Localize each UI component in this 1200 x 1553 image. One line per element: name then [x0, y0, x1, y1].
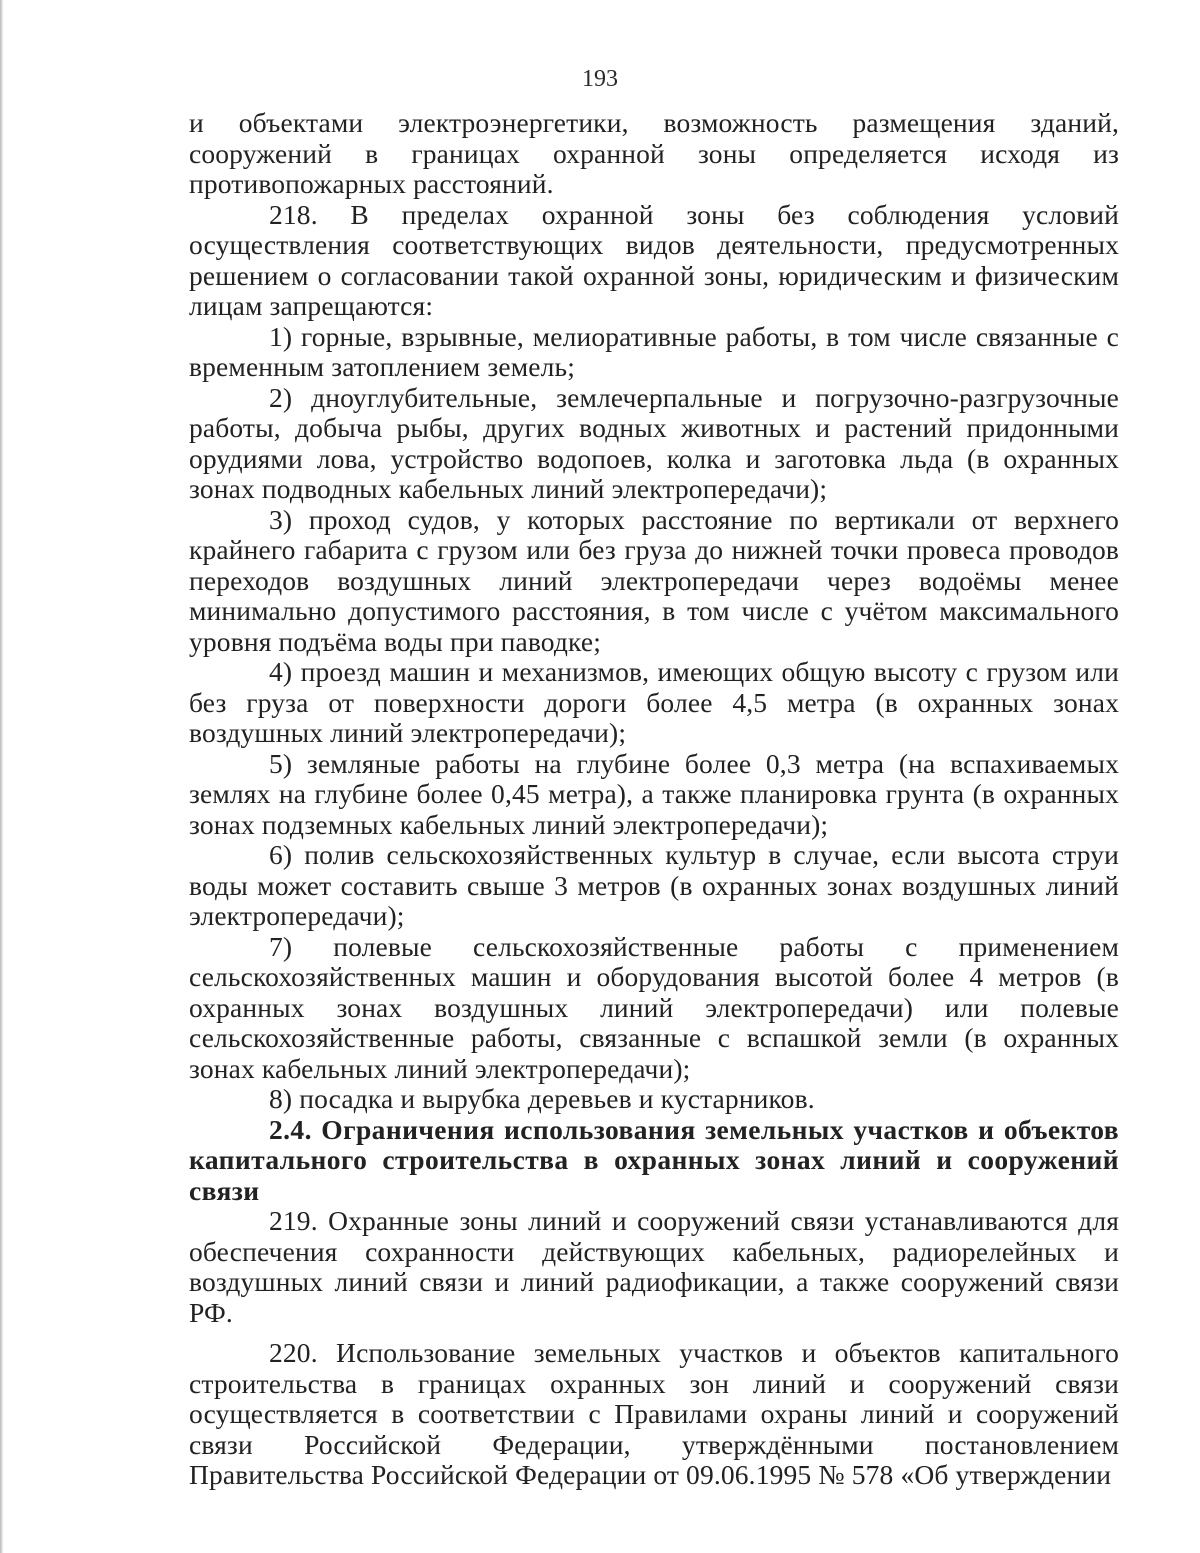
list-item-7: 7) полевые сельскохозяйственные работы с применением сельскохозяйственных машин и оборудования высотой более 4 метров (в охранных зонах воздушных линий электропередачи) или полевые сельскохозяйственные работы, связанные с вспашкой земли (в охранных зонах кабельных линий электропередачи);	[189, 930, 1119, 1084]
paragraph-220: 220. Использование земельных участков и объектов капитального строительства в границах охранных зон линий и сооружений связи осуществляется в соответствии с Правилами охраны линий и сооружений связи Российской Федерации, утверждёнными постановлением Правительства Российской Федерации от 09.06.1995 № 578 «Об утверждении	[189, 1337, 1119, 1490]
list-item-5: 5) земляные работы на глубине более 0,3 метра (на вспахиваемых землях на глубине более 0,45 метра), а также планировка грунта (в охранных зонах подземных кабельных линий электропередачи);	[189, 747, 1119, 840]
document-body	[189, 108, 1119, 1491]
page-number: 193	[582, 66, 618, 92]
list-item-6: 6) полив сельскохозяйственных культур в случае, если высота струи воды может составить свыше 3 метров (в охранных зонах воздушных линий электропередачи);	[189, 839, 1119, 931]
paragraph-continuation: и объектами электроэнергетики, возможность размещения зданий, сооружений в границах охранной зоны определяется исходя из противопожарных расстояний.	[189, 107, 1119, 199]
paragraph-219: 219. Охранные зоны линий и сооружений связи устанавливаются для обеспечения сохранности действующих кабельных, радиорелейных и воздушных линий связи и линий радиофикации, а также сооружений связи РФ.	[189, 1205, 1119, 1328]
list-item-8: 8) посадка и вырубка деревьев и кустарников.	[269, 1083, 815, 1114]
section-heading: 2.4. Ограничения использования земельных участков и объектов капитального строительства в охранных зонах линий и сооружений связи	[189, 1113, 1119, 1206]
list-item-1: 1) горные, взрывные, мелиоративные работы, в том числе связанные с временным затоплением земель;	[189, 320, 1119, 382]
list-item-3: 3) проход судов, у которых расстояние по вертикали от верхнего крайнего габарита с грузом или без груза до нижней точки провеса проводов переходов воздушных линий электропередачи через водоёмы менее минимально допустимого расстояния, в том числе с учётом максимального уровня подъёма воды при паводке;	[189, 503, 1119, 657]
list-item-4: 4) проезд машин и механизмов, имеющих общую высоту с грузом или без груза от поверхности дороги более 4,5 метра (в охранных зонах воздушных линий электропередачи);	[189, 656, 1119, 748]
paragraph-218: 218. В пределах охранной зоны без соблюдения условий осуществления соответствующих видов деятельности, предусмотренных решением о согласовании такой охранной зоны, юридическим и физическим лицам запрещаются:	[189, 198, 1119, 321]
scan-edge	[0, 0, 3, 1553]
list-item-2: 2) дноуглубительные, землечерпальные и погрузочно-разгрузочные работы, добыча рыбы, других водных животных и растений придонными орудиями лова, устройство водопоев, колка и заготовка льда (в охранных зонах подводных кабельных линий электропередачи);	[189, 381, 1119, 504]
